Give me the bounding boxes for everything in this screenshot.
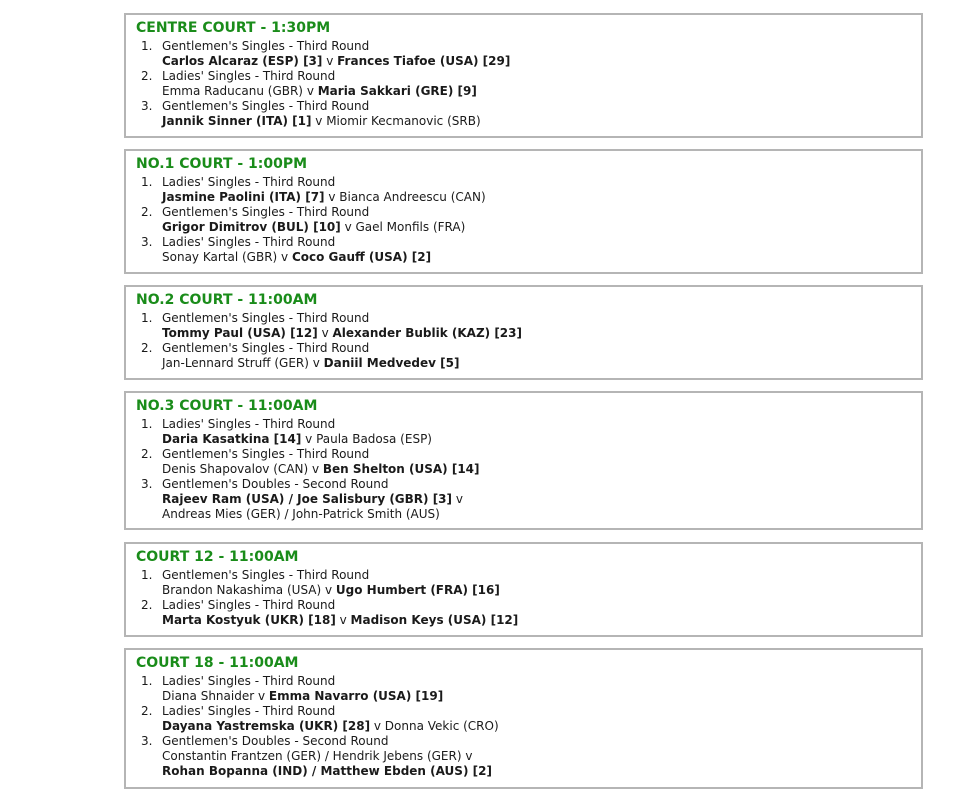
player-name-bold: Maria Sakkari (GRE) [9] — [317, 84, 477, 98]
match-players-line — [162, 749, 499, 764]
match-item — [136, 417, 480, 447]
match-list — [136, 175, 486, 265]
match-number: 3. — [141, 477, 153, 491]
player-name-bold: Jannik Sinner (ITA) [1] — [162, 114, 312, 128]
player-name-bold: Daria Kasatkina [14] — [162, 432, 302, 446]
match-players-line — [162, 54, 510, 69]
match-players-line — [162, 190, 486, 205]
match-event: Ladies' Singles - Third Round — [162, 235, 336, 249]
player-name-bold: Madison Keys (USA) [12] — [350, 613, 519, 627]
versus-separator: v — [317, 326, 333, 340]
versus-separator: v — [322, 54, 338, 68]
versus-separator: v — [370, 719, 385, 733]
match-players-line — [162, 583, 518, 598]
match-players-line — [162, 507, 480, 522]
match-event: Gentlemen's Singles - Third Round — [162, 447, 370, 461]
player-name-bold: Dayana Yastremska (UKR) [28] — [162, 719, 371, 733]
court-title: NO.3 COURT - 11:00AM — [136, 398, 318, 414]
versus-separator: v — [321, 583, 336, 597]
player-name: Diana Shnaider — [162, 689, 255, 703]
player-name: Denis Shapovalov (CAN) — [162, 462, 309, 476]
match-list — [136, 417, 480, 522]
versus-separator: v — [452, 492, 463, 506]
player-name: Donna Vekic (CRO) — [384, 719, 499, 733]
match-item — [136, 311, 522, 341]
match-event: Gentlemen's Singles - Third Round — [162, 39, 370, 53]
match-event: Gentlemen's Singles - Third Round — [162, 341, 370, 355]
player-name-bold: Rajeev Ram (USA) / Joe Salisbury (GBR) [3] — [162, 492, 453, 506]
match-number: 2. — [141, 69, 153, 83]
match-players-line — [162, 84, 510, 99]
match-number: 2. — [141, 598, 153, 612]
player-name-bold: Ben Shelton (USA) [14] — [322, 462, 480, 476]
player-name-bold: Coco Gauff (USA) [2] — [291, 250, 432, 264]
player-name-bold: Frances Tiafoe (USA) [29] — [337, 54, 511, 68]
match-number: 1. — [141, 674, 153, 688]
versus-separator: v — [303, 84, 318, 98]
versus-separator: v — [308, 356, 324, 370]
match-players-line — [162, 250, 486, 265]
match-event: Ladies' Singles - Third Round — [162, 417, 336, 431]
match-number: 1. — [141, 568, 153, 582]
match-number: 2. — [141, 704, 153, 718]
court-title: NO.1 COURT - 1:00PM — [136, 156, 308, 172]
player-name: Bianca Andreescu (CAN) — [339, 190, 486, 204]
player-name: Constantin Frantzen (GER) / Hendrik Jebens (GER) — [162, 749, 462, 763]
match-item — [136, 704, 499, 734]
match-item — [136, 674, 499, 704]
versus-separator: v — [335, 613, 351, 627]
player-name: Miomir Kecmanovic (SRB) — [326, 114, 481, 128]
match-players-line — [162, 719, 499, 734]
match-event: Gentlemen's Singles - Third Round — [162, 99, 370, 113]
match-number: 2. — [141, 341, 153, 355]
match-players-line — [162, 689, 499, 704]
court-court-18-box — [124, 648, 923, 789]
court-title: NO.2 COURT - 11:00AM — [136, 292, 318, 308]
court-court-12-box — [124, 542, 923, 637]
court-no-1-court-box — [124, 149, 923, 274]
match-list — [136, 674, 499, 779]
player-name: Andreas Mies (GER) / John-Patrick Smith (AUS) — [162, 507, 440, 521]
match-event: Ladies' Singles - Third Round — [162, 704, 336, 718]
player-name: Brandon Nakashima (USA) — [162, 583, 322, 597]
match-players-line — [162, 462, 480, 477]
player-name-bold: Emma Navarro (USA) [19] — [268, 689, 444, 703]
match-item — [136, 447, 480, 477]
match-players-line — [162, 764, 499, 779]
player-name-bold: Ugo Humbert (FRA) [16] — [335, 583, 500, 597]
match-number: 2. — [141, 205, 153, 219]
match-item — [136, 235, 486, 265]
versus-separator: v — [308, 462, 323, 476]
court-title: COURT 18 - 11:00AM — [136, 655, 299, 671]
match-item — [136, 598, 518, 628]
court-centre-court-box — [124, 13, 923, 138]
match-players-line — [162, 356, 522, 371]
match-players-line — [162, 326, 522, 341]
match-players-line — [162, 432, 480, 447]
match-number: 1. — [141, 39, 153, 53]
player-name-bold: Jasmine Paolini (ITA) [7] — [162, 190, 325, 204]
match-event: Gentlemen's Singles - Third Round — [162, 568, 370, 582]
match-event: Ladies' Singles - Third Round — [162, 598, 336, 612]
match-item — [136, 69, 510, 99]
player-name: Jan-Lennard Struff (GER) — [162, 356, 309, 370]
versus-separator: v — [254, 689, 269, 703]
court-title: COURT 12 - 11:00AM — [136, 549, 299, 565]
versus-separator: v — [311, 114, 327, 128]
match-item — [136, 568, 518, 598]
court-title: CENTRE COURT - 1:30PM — [136, 20, 331, 36]
player-name-bold: Rohan Bopanna (IND) / Matthew Ebden (AUS) [2] — [162, 764, 492, 778]
match-item — [136, 205, 486, 235]
match-number: 3. — [141, 99, 153, 113]
match-players-line — [162, 220, 486, 235]
match-event: Ladies' Singles - Third Round — [162, 175, 336, 189]
player-name: Sonay Kartal (GBR) — [162, 250, 278, 264]
match-number: 1. — [141, 417, 153, 431]
versus-separator: v — [340, 220, 356, 234]
match-list — [136, 39, 510, 129]
match-list — [136, 311, 522, 371]
match-players-line — [162, 492, 480, 507]
match-item — [136, 734, 499, 779]
match-event: Gentlemen's Singles - Third Round — [162, 205, 370, 219]
match-players-line — [162, 114, 510, 129]
match-number: 3. — [141, 734, 153, 748]
match-item — [136, 175, 486, 205]
match-item — [136, 341, 522, 371]
versus-separator: v — [277, 250, 292, 264]
match-item — [136, 99, 510, 129]
match-event: Gentlemen's Singles - Third Round — [162, 311, 370, 325]
player-name-bold: Carlos Alcaraz (ESP) [3] — [162, 54, 323, 68]
match-item — [136, 477, 480, 522]
versus-separator: v — [301, 432, 317, 446]
match-number: 1. — [141, 311, 153, 325]
match-event: Ladies' Singles - Third Round — [162, 69, 336, 83]
match-list — [136, 568, 518, 628]
versus-separator: v — [324, 190, 340, 204]
match-number: 3. — [141, 235, 153, 249]
player-name-bold: Grigor Dimitrov (BUL) [10] — [162, 220, 341, 234]
court-no-2-court-box — [124, 285, 923, 380]
court-no-3-court-box — [124, 391, 923, 530]
match-number: 1. — [141, 175, 153, 189]
versus-separator: v — [461, 749, 473, 763]
match-event: Ladies' Singles - Third Round — [162, 674, 336, 688]
match-item — [136, 39, 510, 69]
player-name: Emma Raducanu (GBR) — [162, 84, 303, 98]
player-name-bold: Daniil Medvedev [5] — [323, 356, 460, 370]
match-number: 2. — [141, 447, 153, 461]
player-name-bold: Marta Kostyuk (UKR) [18] — [162, 613, 336, 627]
match-event: Gentlemen's Doubles - Second Round — [162, 734, 389, 748]
player-name-bold: Alexander Bublik (KAZ) [23] — [332, 326, 522, 340]
player-name-bold: Tommy Paul (USA) [12] — [162, 326, 318, 340]
player-name: Gael Monfils (FRA) — [355, 220, 466, 234]
match-event: Gentlemen's Doubles - Second Round — [162, 477, 389, 491]
player-name: Paula Badosa (ESP) — [316, 432, 432, 446]
match-players-line — [162, 613, 518, 628]
